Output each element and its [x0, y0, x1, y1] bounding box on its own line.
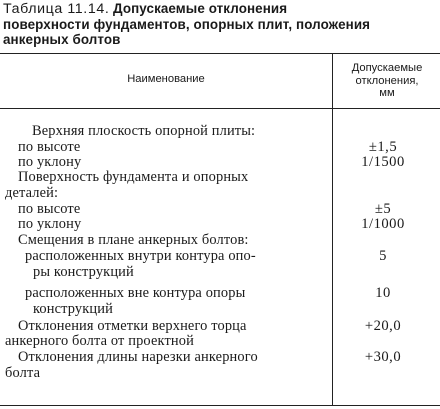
row-name: деталей: [5, 185, 59, 201]
row-value: +20,0 [364, 318, 402, 334]
table-title-line-2: поверхности фундаментов, опорных плит, положения [3, 17, 371, 33]
row-name: ры конструкций [33, 264, 134, 280]
column-header-deviation-line-3: мм [379, 87, 395, 100]
row-name: Отклонения отметки верхнего торца [18, 318, 247, 334]
table-title-line-3: анкерных болтов [3, 32, 121, 48]
table-title-line-1: Допускаемые отклонения [113, 1, 288, 16]
table-number: Таблица 11.14. [3, 1, 110, 17]
row-name: по уклону [18, 216, 82, 232]
row-name: по высоте [18, 201, 81, 217]
header-column-divider [332, 54, 333, 109]
row-name: болта [5, 365, 41, 381]
column-header-deviation-line-1: Допускаемые [351, 62, 423, 74]
row-value: 1/1500 [361, 154, 405, 170]
table-bottom-rule [0, 405, 440, 406]
column-header-name: Наименование [127, 73, 205, 85]
row-name: расположенных внутри контура опо- [25, 248, 256, 264]
caption-line-1 [3, 1, 437, 17]
row-name: по уклону [18, 154, 82, 170]
table-top-rule [0, 53, 440, 54]
row-value: 5 [379, 248, 387, 264]
row-value: ±1,5 [368, 139, 398, 155]
row-name: Верхняя плоскость опорной плиты: [32, 123, 256, 139]
table-caption [3, 1, 437, 48]
column-header-deviation-line-2: отклонения, [355, 74, 419, 87]
header-bottom-rule [0, 108, 440, 109]
row-name: Смещения в плане анкерных болтов: [18, 232, 249, 248]
row-name: анкерного болта от проектной [5, 333, 194, 349]
row-name: Поверхность фундамента и опорных [18, 169, 249, 185]
row-name: конструкций [33, 301, 113, 317]
row-value: 1/1000 [361, 216, 405, 232]
row-value: ±5 [374, 201, 392, 217]
row-value: 10 [375, 285, 391, 301]
row-name: по высоте [18, 139, 81, 155]
row-name: Отклонения длины нарезки анкерного [18, 349, 258, 365]
row-name: расположенных вне контура опоры [25, 285, 246, 301]
row-value: +30,0 [364, 349, 402, 365]
column-header-deviation [334, 62, 440, 100]
